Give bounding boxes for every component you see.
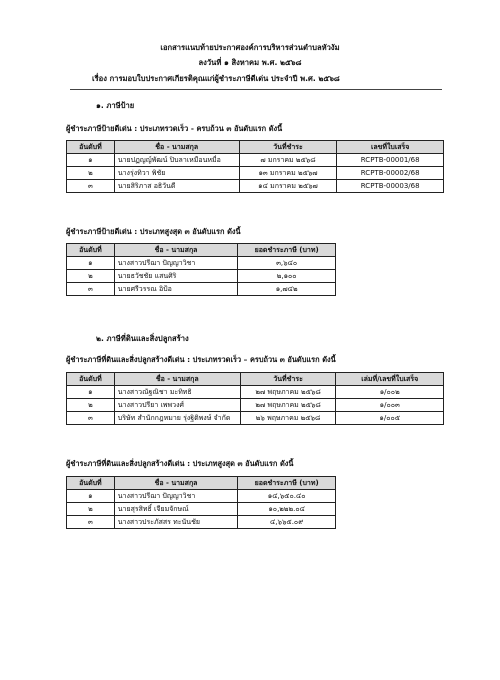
name-cell: นายธวัชชัย แสนศิริ: [114, 270, 238, 283]
table-row: [67, 386, 444, 399]
col-date: วันที่ชำระ: [239, 141, 337, 154]
amount-cell: ๑๐,๒๒๒.๐๔: [238, 503, 336, 516]
rank-cell: ๒: [67, 399, 115, 412]
date-cell: ๑๔ มกราคม ๒๕๖๗: [239, 180, 337, 193]
sign-tax-fast-table: [66, 140, 444, 193]
date-cell: ๒๗ พฤษภาคม ๒๕๖๘: [240, 399, 336, 412]
section-1-fast-title: ผู้ชำระภาษีป้ายดีเด่น : ประเภทรวดเร็ว - ครบถ้วน ๓ อันดับแรก ดังนี้: [66, 124, 283, 133]
header-subject: เรื่อง การมอบใบประกาศเกียรติคุณแก่ผู้ชำระภาษีดีเด่น ประจำปี พ.ศ. ๒๕๖๘: [92, 74, 340, 83]
date-cell: ๒๖ พฤษภาคม ๒๕๖๘: [240, 412, 336, 425]
receipt-cell: RCPTB-00002/68: [337, 167, 444, 180]
name-cell: นางสาวณัฐณิชา มะทิทธิ: [114, 386, 240, 399]
table-header-row: [67, 477, 336, 490]
name-cell: นางรุ่งทิวา พิชัย: [114, 167, 239, 180]
land-tax-top-table: [66, 476, 336, 529]
col-rank: อันดับที่: [67, 244, 115, 257]
name-cell: นายสุรสิทธิ์ เจียมจักษณ์: [114, 503, 238, 516]
col-amount: ยอดชำระภาษี (บาท): [238, 477, 336, 490]
sign-tax-top-table: [66, 243, 336, 296]
table-row: [67, 154, 444, 167]
section-1-top-title: ผู้ชำระภาษีป้ายดีเด่น : ประเภทสูงสุด ๓ อันดับแรก ดังนี้: [66, 227, 241, 236]
table-row: [67, 180, 444, 193]
col-name: ชื่อ - นามสกุล: [114, 244, 238, 257]
receipt-cell: ๑/๐๐๓: [336, 399, 444, 412]
amount-cell: ๔,๖๖๕.๐๙: [238, 516, 336, 529]
section-1-title: ๑. ภาษีป้าย: [96, 101, 135, 110]
date-cell: ๗ มกราคม ๒๕๖๘: [239, 154, 337, 167]
amount-cell: ๑๔,๖๕๐.๔๐: [238, 490, 336, 503]
name-cell: นายปฏญญ์พัฒน์ ปิบลาเหมือนหมื่อ: [114, 154, 239, 167]
rank-cell: ๑: [67, 490, 115, 503]
amount-cell: ๑,๗๔๒: [238, 283, 336, 296]
rank-cell: ๒: [67, 270, 115, 283]
table-row: [67, 503, 336, 516]
section-2-title: ๒. ภาษีที่ดินและสิ่งปลูกสร้าง: [96, 334, 189, 343]
col-name: ชื่อ - นามสกุล: [114, 477, 238, 490]
col-name: ชื่อ - นามสกุล: [114, 373, 240, 386]
table-row: [67, 167, 444, 180]
table-row: [67, 399, 444, 412]
table-header-row: [67, 244, 336, 257]
receipt-cell: RCPTB-00001/68: [337, 154, 444, 167]
header-line-2: ลงวันที่ ๑ สิงหาคม พ.ศ. ๒๕๖๘: [198, 58, 302, 67]
col-receipt: เล่มที่/เลขที่ใบเสร็จ: [336, 373, 444, 386]
name-cell: นางสาวประภัสสร ทะนันชัย: [114, 516, 238, 529]
rank-cell: ๓: [67, 180, 115, 193]
table-row: [67, 283, 336, 296]
rank-cell: ๒: [67, 503, 115, 516]
col-rank: อันดับที่: [67, 141, 115, 154]
table-header-row: [67, 373, 444, 386]
date-cell: ๒๗ พฤษภาคม ๒๕๖๘: [240, 386, 336, 399]
table-row: [67, 257, 336, 270]
header-line-1: เอกสารแนบท้ายประกาศองค์การบริหารส่วนตำบลหัวงัม: [160, 43, 340, 52]
receipt-cell: RCPTB-00003/68: [337, 180, 444, 193]
col-rank: อันดับที่: [67, 477, 115, 490]
col-rank: อันดับที่: [67, 373, 115, 386]
rank-cell: ๓: [67, 283, 115, 296]
section-2-fast-title: ผู้ชำระภาษีที่ดินและสิ่งปลูกสร้างดีเด่น : ประเภทรวดเร็ว – ครบถ้วน ๓ อันดับแรก ดังนี้: [66, 355, 336, 364]
table-row: [67, 516, 336, 529]
col-amount: ยอดชำระภาษี (บาท): [238, 244, 336, 257]
name-cell: นายสิริภาส อธิวันดี: [114, 180, 239, 193]
table-row: [67, 490, 336, 503]
amount-cell: ๓,๖๔๐: [238, 257, 336, 270]
amount-cell: ๒,๑๐๐: [238, 270, 336, 283]
name-cell: นายศรีวรรณ อิป้อ: [114, 283, 238, 296]
header-divider: [70, 89, 442, 90]
rank-cell: ๓: [67, 516, 115, 529]
name-cell: บริษัท สำนักกฎหมาย รุ่งฐิติพงษ์ จำกัด: [114, 412, 240, 425]
name-cell: นางสาวปรีฌา ปัญญาวิชา: [114, 490, 238, 503]
rank-cell: ๑: [67, 154, 115, 167]
receipt-cell: ๑/๐๐๕: [336, 412, 444, 425]
table-header-row: [67, 141, 444, 154]
table-row: [67, 412, 444, 425]
date-cell: ๑๓ มกราคม ๒๕๖๗: [239, 167, 337, 180]
name-cell: นางสาวปรียา เพพวงศ์: [114, 399, 240, 412]
section-2-top-title: ผู้ชำระภาษีที่ดินและสิ่งปลูกสร้างดีเด่น : ประเภทสูงสุด ๓ อันดับแรก ดังนี้: [66, 459, 294, 468]
rank-cell: ๓: [67, 412, 115, 425]
rank-cell: ๑: [67, 386, 115, 399]
col-receipt: เลขที่ใบเสร็จ: [337, 141, 444, 154]
col-name: ชื่อ - นามสกุล: [114, 141, 239, 154]
name-cell: นางสาวปรีฌา ปัญญาวิชา: [114, 257, 238, 270]
receipt-cell: ๑/๐๐๒: [336, 386, 444, 399]
land-tax-fast-table: [66, 372, 444, 425]
rank-cell: ๑: [67, 257, 115, 270]
table-row: [67, 270, 336, 283]
col-date: วันที่ชำระ: [240, 373, 336, 386]
rank-cell: ๒: [67, 167, 115, 180]
